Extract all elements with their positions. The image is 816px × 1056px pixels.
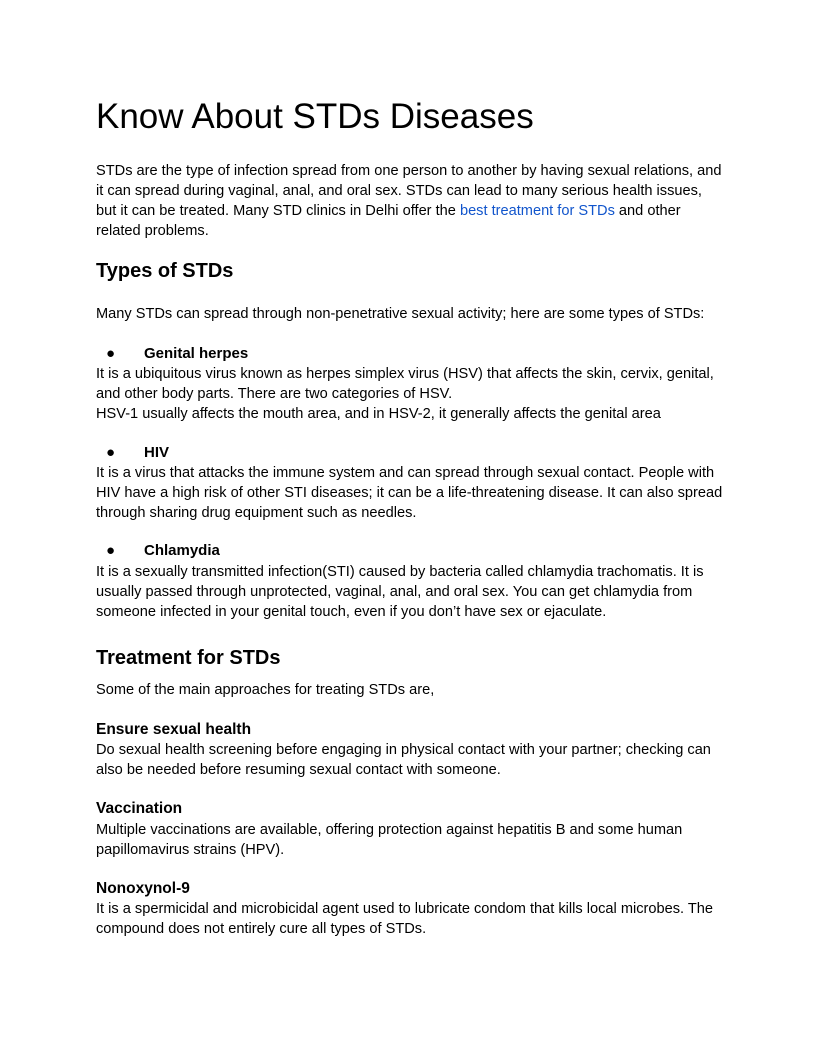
- types-intro: Many STDs can spread through non-penetrative sexual activity; here are some types of STDs:: [96, 306, 705, 322]
- nonoxynol-heading: Nonoxynol-9: [96, 880, 190, 897]
- ensure-sexual-health-text: Do sexual health screening before engaging in physical contact with your partner; checking can also be needed before resuming sexual contact with someone.: [96, 742, 711, 778]
- types-heading: Types of STDs: [96, 260, 234, 282]
- bullet-icon: ●: [106, 542, 116, 559]
- intro-text-before: STDs are the type of infection spread from one person to another by having sexual relations, and it can spread during vaginal, anal, and oral sex. STDs can lead to many serious health issues, but it can be treated. Many STD clinics in Delhi offer the: [96, 163, 722, 219]
- intro-paragraph: [96, 161, 726, 241]
- genital-herpes-text-2: HSV-1 usually affects the mouth area, and in HSV-2, it generally affects the genital area: [96, 406, 661, 422]
- bullet-label: Chlamydia: [144, 542, 220, 559]
- bullet-hiv: [106, 443, 169, 463]
- bullet-label: Genital herpes: [144, 345, 249, 362]
- best-treatment-link[interactable]: best treatment for STDs: [459, 203, 615, 219]
- treatment-heading: Treatment for STDs: [96, 647, 281, 669]
- bullet-chlamydia: [106, 541, 220, 561]
- intro-text-after: and other related problems.: [96, 203, 681, 239]
- bullet-genital-herpes: [106, 344, 248, 364]
- vaccination-text: Multiple vaccinations are available, offering protection against hepatitis B and some human papillomavirus strains (HPV).: [96, 822, 683, 858]
- treatment-intro: Some of the main approaches for treating STDs are,: [96, 682, 435, 698]
- nonoxynol-text: It is a spermicidal and microbicidal agent used to lubricate condom that kills local microbes. The compound does not entirely cure all types of STDs.: [96, 901, 714, 937]
- chlamydia-text: It is a sexually transmitted infection(STI) caused by bacteria called chlamydia trachomatis. It is usually passed through unprotected, vaginal, anal, and oral sex. You can get chlamydia from someone infected in your genital touch, even if you don’t have sex or ejaculate.: [96, 564, 704, 620]
- ensure-sexual-health-heading: Ensure sexual health: [96, 721, 252, 738]
- bullet-icon: ●: [106, 444, 116, 461]
- bullet-icon: ●: [106, 345, 116, 362]
- hiv-text: It is a virus that attacks the immune system and can spread through sexual contact. People with HIV have a high risk of other STI diseases; it can be a life-threatening disease. It can also spread through sharing drug equipment such as needles.: [96, 465, 723, 521]
- page-title: Know About STDs Diseases: [96, 97, 534, 136]
- bullet-label: HIV: [144, 444, 170, 461]
- genital-herpes-text: It is a ubiquitous virus known as herpes simplex virus (HSV) that affects the skin, cervix, genital, and other body parts. There are two categories of HSV.: [96, 366, 714, 402]
- vaccination-heading: Vaccination: [96, 800, 183, 817]
